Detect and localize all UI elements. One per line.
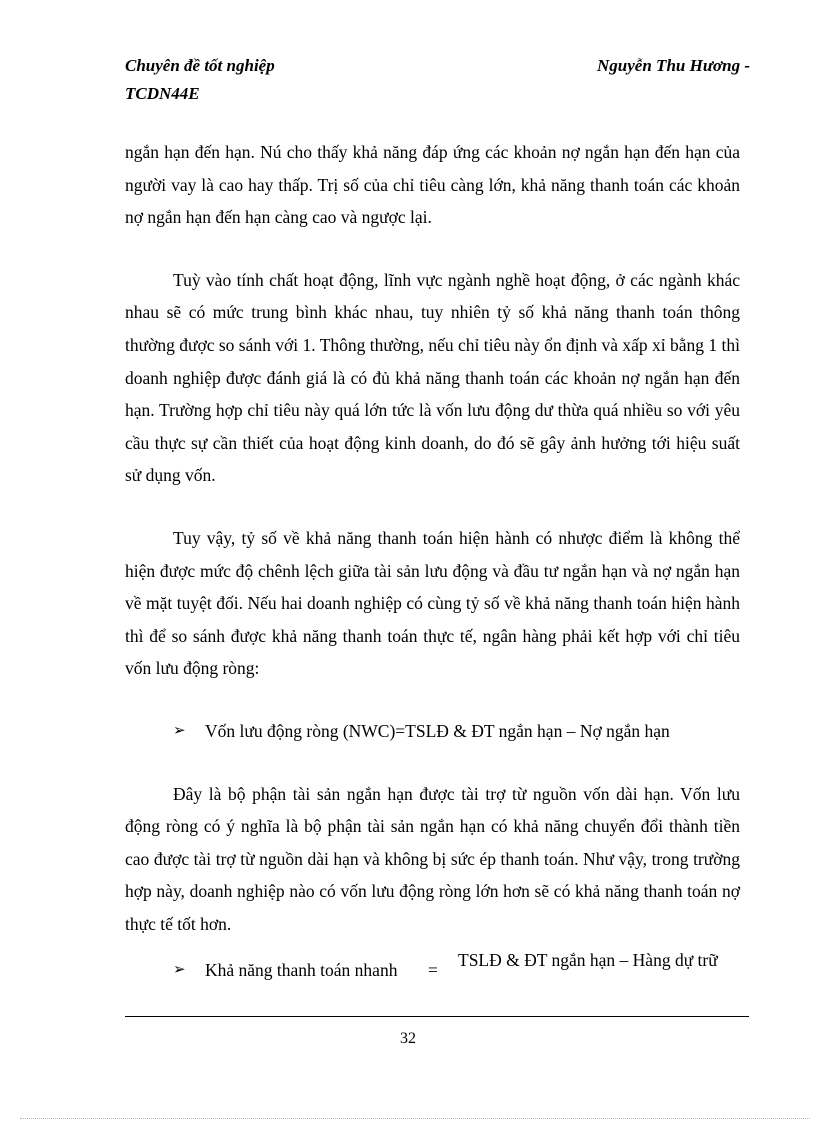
bullet-nwc-text: Vốn lưu động ròng (NWC)=TSLĐ & ĐT ngắn hạn – Nợ ngắn hạn (205, 720, 670, 741)
paragraph-4: Đây là bộ phận tài sản ngắn hạn được tài trợ từ nguồn vốn dài hạn. Vốn lưu động ròng có ý nghĩa là bộ phận tài sản ngắn hạn có khả năng chuyển đổi thành tiền cao được tài trợ từ nguồn dài hạn và không bị sức ép thanh toán. Như vậy, trong trường hợp này, doanh nghiệp nào có vốn lưu động ròng lớn hơn sẽ có khả năng thanh toán nợ thực tế tốt hơn. (125, 783, 740, 934)
footer-divider (125, 1016, 749, 1017)
quick-ratio-formula (125, 946, 740, 1006)
bullet-arrow-icon: ➢ (173, 722, 186, 739)
formula-label: Khả năng thanh toán nhanh (205, 960, 398, 981)
header-title: Chuyên đề tốt nghiệp (125, 56, 275, 75)
paragraph-1: ngắn hạn đến hạn. Nú cho thấy khả năng đáp ứng các khoản nợ ngắn hạn đến hạn của người vay là cao hay thấp. Trị số của chỉ tiêu càng lớn, khả năng thanh toán các khoản nợ ngắn hạn đến hạn càng cao và ngược lại. (125, 142, 740, 228)
paragraph-3: Tuy vậy, tỷ số về khả năng thanh toán hiện hành có nhược điểm là không thể hiện được mức độ chênh lệch giữa tài sản lưu động và đầu tư ngắn hạn và nợ ngắn hạn về mặt tuyệt đối. Nếu hai doanh nghiệp có cùng tỷ số về khả năng thanh toán hiện hành thì để so sánh được khả năng thanh toán thực tế, ngân hàng phải kết hợp với chỉ tiêu vốn lưu động ròng: (125, 527, 740, 679)
header-class-code: TCDN44E (125, 84, 200, 103)
header-author: Nguyễn Thu Hương - (597, 56, 750, 75)
formula-equals: = (428, 960, 438, 981)
page-number: 32 (400, 1030, 416, 1047)
formula-numerator: TSLĐ & ĐT ngắn hạn – Hàng dự trữ (458, 950, 718, 971)
paragraph-2: Tuỳ vào tính chất hoạt động, lĩnh vực ngành nghề hoạt động, ở các ngành khác nhau sẽ có mức trung bình khác nhau, tuy nhiên tỷ số khả năng thanh toán thông thường được so sánh với 1. Thông thường, nếu chỉ tiêu này ổn định và xấp xỉ bằng 1 thì doanh nghiệp được đánh giá là có đủ khả năng thanh toán các khoản nợ ngắn hạn đến hạn. Trường hợp chỉ tiêu này quá lớn tức là vốn lưu động dư thừa quá nhiều so với yêu cầu thực sự cần thiết của hoạt động kinh doanh, do đó sẽ gây ảnh hưởng tới hiệu suất sử dụng vốn. (125, 269, 740, 486)
bullet-arrow-icon: ➢ (173, 962, 186, 979)
page-bottom-dotted-line (20, 1118, 810, 1119)
bullet-nwc (125, 715, 740, 748)
page-body (125, 136, 740, 1006)
